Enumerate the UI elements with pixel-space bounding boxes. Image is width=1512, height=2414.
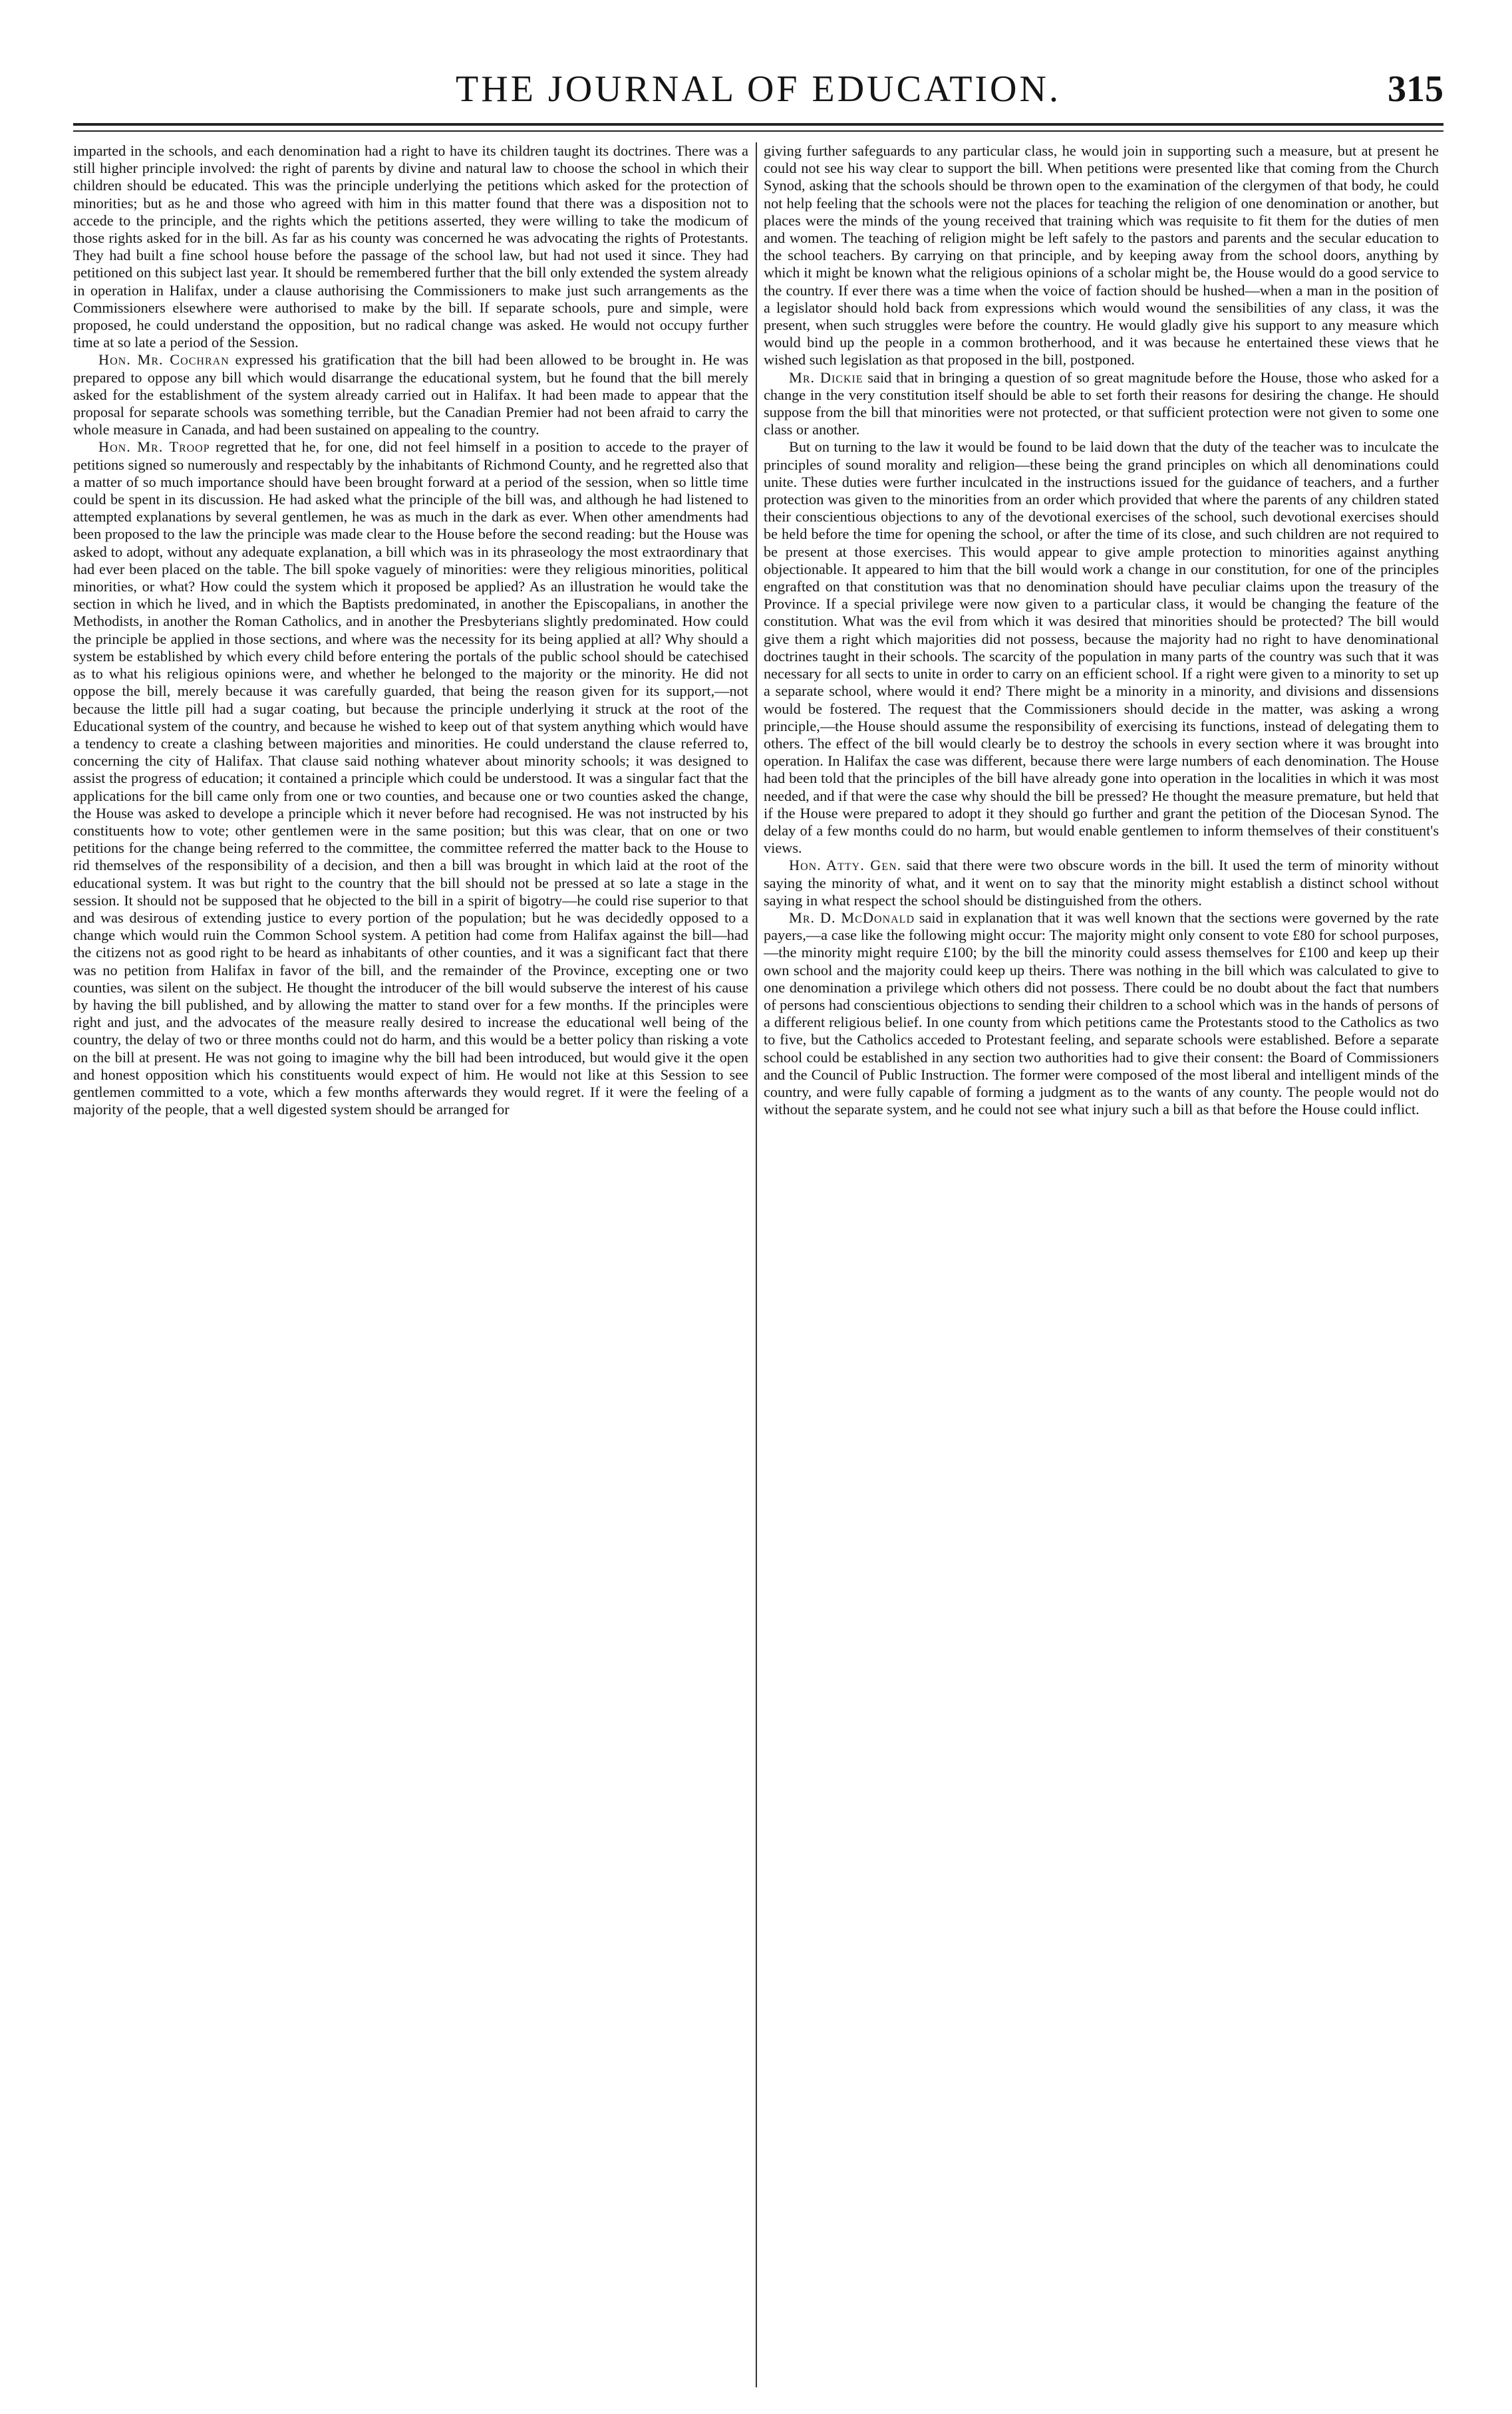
paragraph: giving further safeguards to any particular class, he would join in supporting such a measure, but at present he could not see his way clear to support the bill. When petitions were presented like that coming from the Church Synod, asking that the schools should be thrown open to the examination of the clergymen of that body, he could not help feeling that the schools were not the places for teaching the religion of one denomination or another, but places were the minds of the young received that training which was requisite to fit them for the duties of men and women. The teaching of religion might be left safely to the pastors and parents and the secular education to the school teachers. By carrying on that principle, and by keeping away from the school doors, anything by which it might be known what the religious opinions of a scholar might be, the House would do a good service to the country. If ever there was a time when the voice of faction should be hushed—when a man in the position of a legislator should hold back from expressions which would wound the sensibilities of any class, it was the present, when such struggles were before the country. He would gladly give his support to any measure which would bind up the people in a common brotherhood, and it was because he entertained these views that he wished such legislation as that proposed in the bill, postponed. (764, 142, 1439, 369)
page-header (73, 64, 1443, 117)
speaker-name: Hon. Mr. Cochran (98, 351, 229, 369)
paragraph (73, 438, 748, 1118)
speech-text: expressed his gratification that the bill had been allowed to be brought in. He was prepared to oppose any bill which would disarrange the educational system, but he found that the bill merely asked for the establishment of the system already carried out in Halifax. It had been made to appear that the proposal for separate schools was something terrible, but the Canadian Premier had not been afraid to carry the whole measure in Canada, and had been sustained on appealing to the country. (73, 351, 748, 438)
paragraph: But on turning to the law it would be found to be laid down that the duty of the teacher was to inculcate the principles of sound morality and religion—these being the grand principles on which all denominations could unite. These duties were further inculcated in the instructions issued for the guidance of teachers, and a further protection was given to the minorities from an order which provided that where the parents of any children stated their conscientious objections to any of the devotional exercises of the school, such devotional exercises should be held before the time for opening the school, or after the time of its close, and such children are not required to be present at those exercises. This would appear to give ample protection to minorities against anything objectionable. It appeared to him that the bill would work a change in our constitution, for one of the principles engrafted on that constitution was that no denomination should have peculiar claims upon the treasury of the Province. If a special privilege were now given to a particular class, it would be changing the feature of the constitution. What was the evil from which it was desired that minorities should be protected? The bill would give them a right which majorities did not possess, because the majority had no right to have denominational doctrines taught in their schools. The scarcity of the population in many parts of the country was such that it was necessary for all sects to unite in order to carry on an efficient school. If a right were given to a minority to set up a separate school, where would it end? There might be a minority in a minority, and divisions and dissensions would be fostered. The request that the Commissioners should decide in the matter, was asking a wrong principle,—the House should assume the responsibility of exercising its functions, instead of delegating them to others. The effect of the bill would clearly be to destroy the schools in every section where it was brought into operation. In Halifax the case was different, because there were large numbers of each denomination. The House had been told that the principles of the bill have already gone into operation in the localities in which it was most needed, and if that were the case why should the bill be pressed? He thought the measure premature, but held that if the House were prepared to adopt it they should go further and grant the petition of the Diocesan Synod. The delay of a few months could do no harm, but would enable gentlemen to inform themselves of their constituent's views. (764, 438, 1439, 857)
speaker-name: Mr. Dickie (789, 369, 863, 386)
speech-text: said that in bringing a question of so great magnitude before the House, those who asked for a change in the very constitution itself should be able to set forth their reasons for desiring the change. He should suppose from the bill that minorities were not protected, or that sufficient protection were not given to some one class or another. (764, 369, 1439, 438)
page-number: 315 (1388, 69, 1443, 110)
speaker-name: Mr. D. McDonald (789, 909, 915, 926)
running-title: THE JOURNAL OF EDUCATION. (456, 69, 1061, 110)
header-rule-thick (73, 123, 1443, 126)
speaker-name: Hon. Mr. Troop (98, 438, 210, 456)
speech-text: said that there were two obscure words in the bill. It used the term of minority without saying the minority of what, and it went on to say that the minority might establish a distinct school without saying in what respect the school should be distinguished from the others. (764, 857, 1439, 909)
speech-text: regretted that he, for one, did not feel himself in a position to accede to the prayer of petitions signed so numerously and respectably by the inhabitants of Richmond County, and he regretted also that a matter of so much importance should have been brought forward at a period of the session, when so little time could be spent in its discussion. He had asked what the principle of the bill was, and although he had listened to attempted explanations by several gentlemen, he was as much in the dark as ever. When other amendments had been proposed to the law the principle was made clear to the House before the second reading: but the House was asked to adopt, without any adequate explanation, a bill which was in its phraseology the most extraordinary that had ever been placed on the table. The bill spoke vaguely of minorities: were they religious minorities, political minorities, or what? How could the system which it proposed be applied? As an illustration he would take the section in which he lived, and in which the Baptists predominated, in another the Episcopalians, in another the Methodists, in another the Roman Catholics, and in another the Presbyterians slightly predominated. How could the principle be applied in those sections, and where was the necessity for its being applied at all? Why should a system be established by which every child before entering the portals of the public school should be catechised as to what his religious opinions were, and whether he belonged to the majority or the minority. He did not oppose the bill, merely because it was carefully guarded, that being the reason given for its support,—not because the little pill had a sugar coating, but because the principle underlying it struck at the root of the Educational system of the country, and because he wished to keep out of that system anything which would have a tendency to create a clashing between majorities and minorities. He could understand the clause referred to, concerning the city of Halifax. That clause said nothing whatever about minority schools; it was designed to assist the progress of education; it contained a principle which could be understood. It was a singular fact that the applications for the bill came only from one or two counties, and because one or two counties asked the change, the House was asked to develope a principle which it never before had recognised. He was not instructed by his constituents how to vote; other gentlemen were in the same position; but this was clear, that on one or two petitions for the change being referred to the committee, the committee referred the matter back to the House to rid themselves of the responsibility of a decision, and then a bill was brought in which laid at the root of the educational system. It was but right to the country that the bill should not be pressed at so late a stage in the session. It should not be supposed that he objected to the bill in a spirit of bigotry—he could rise superior to that and was desirous of extending justice to every portion of the population; but he was decidedly opposed to a change which would ruin the Common School system. A petition had come from Halifax against the bill—had the citizens not as good right to be heard as inhabitants of other counties, and it was a significant fact that there was no petition from Halifax in favor of the bill, and the remainder of the Province, excepting one or two counties, was silent on the subject. He thought the introducer of the bill would subserve the interest of his cause by having the bill published, and by allowing the matter to stand over for a few months. If the principles were right and just, and the advocates of the measure really desired to increase the educational well being of the country, the delay of two or three months could not do harm, and this would be a better policy than risking a vote on the bill at present. He was not going to imagine why the bill had been introduced, but would give it the open and honest opposition which his constituents would expect of him. He would not like at this Session to see gentlemen committed to a vote, which a few months afterwards they would regret. If it were the feeling of a majority of the people, that a well digested system should be arranged for (73, 438, 748, 1118)
paragraph (764, 369, 1439, 439)
paragraph (764, 857, 1439, 909)
speaker-name: Hon. Atty. Gen. (789, 857, 902, 874)
paragraph (764, 909, 1439, 1118)
left-column (73, 142, 748, 2391)
paragraph: imparted in the schools, and each denomination had a right to have its children taught its doctrines. There was a still higher principle involved: the right of parents by divine and natural law to choose the school in which their children should be educated. This was the principle underlying the petitions which asked for the protection of minorities; but as he and those who agreed with him in this matter found that there was a disposition not to accede to the principle, and the rights which the petitions asserted, they were willing to take the modicum of those rights asked for in the bill. As far as his county was concerned he was advocating the rights of Protestants. They had built a fine school house before the passage of the school law, but had not used it since. They had petitioned on this subject last year. It should be remembered further that the bill only extended the system already in operation in Halifax, under a clause authorising the Commissioners to make just such arrangements as the Commissioners elsewhere were authorised to make by the bill. If separate schools, pure and simple, were proposed, he could understand the opposition, but no radical change was asked. He would not occupy further time at so late a period of the Session. (73, 142, 748, 351)
speech-text: said in explanation that it was well known that the sections were governed by the rate payers,—a case like the following might occur: The majority might only consent to vote £80 for school purposes,—the minority might require £100; by the bill the minority could assess themselves for £100 and keep up their own school and the majority could keep up theirs. There was nothing in the bill which was calculated to give to one denomination a privilege which others did not possess. There could be no doubt about the fact that numbers of persons had conscientious objections to sending their children to a school which was in the hands of persons of a different religious belief. In one county from which petitions came the Protestants stood to the Catholics as two to five, but the Catholics acceded to Protestant feeling, and separate schools were established. Before a separate school could be established in any section two authorities had to give their consent: the Board of Commissioners and the Council of Public Instruction. The former were composed of the most liberal and intelligent minds of the country, and were fully capable of forming a judgment as to the wants of any county. The people would not do without the separate system, and he could not see what injury such a bill as that before the House could inflict. (764, 909, 1439, 1118)
column-divider (756, 142, 757, 2387)
header-rule-thin (73, 130, 1443, 132)
paragraph (73, 351, 748, 438)
right-column (764, 142, 1439, 2391)
